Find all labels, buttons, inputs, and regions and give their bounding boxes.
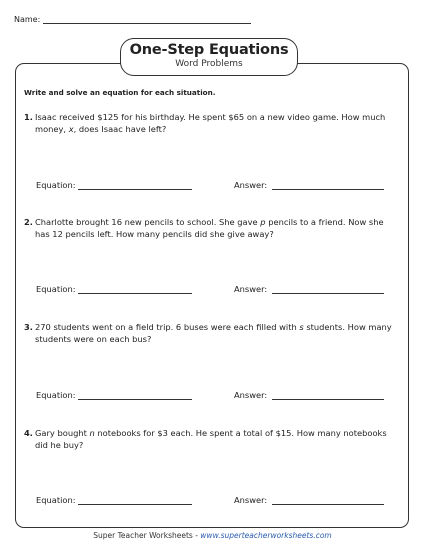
page-title: One-Step Equations (129, 42, 289, 58)
answer-field[interactable] (272, 189, 384, 190)
problem-2 (24, 216, 396, 240)
problem-text: Charlotte brought 16 new pencils to school. She gave p pencils to a friend. Now she has 12 pencils left. How many pencils did she give away? (35, 217, 384, 239)
answer-field[interactable] (272, 504, 384, 505)
page-subtitle: Word Problems (175, 59, 243, 69)
equation-label: Equation: (36, 284, 76, 294)
problem-4 (24, 427, 396, 451)
equation-label: Equation: (36, 390, 76, 400)
footer-brand: Super Teacher Worksheets (93, 531, 193, 540)
problem-text: Isaac received $125 for his birthday. He spent $65 on a new video game. How much money, x, does Isaac have left? (35, 112, 386, 134)
equation-label: Equation: (36, 495, 76, 505)
footer (0, 531, 425, 540)
answer-label: Answer: (234, 180, 268, 190)
name-row (14, 14, 251, 24)
problem-3 (24, 321, 396, 345)
problem-1 (24, 111, 396, 135)
answer-label: Answer: (234, 284, 268, 294)
equation-field[interactable] (78, 293, 192, 294)
answer-field[interactable] (272, 293, 384, 294)
problem-text: Gary bought n notebooks for $3 each. He spent a total of $15. How many notebooks did he buy? (35, 428, 387, 450)
answer-label: Answer: (234, 390, 268, 400)
equation-field[interactable] (78, 189, 192, 190)
footer-separator: - (192, 531, 201, 540)
instructions: Write and solve an equation for each situation. (24, 88, 216, 97)
problem-number: 1. (24, 112, 33, 122)
title-box (120, 38, 298, 76)
problem-number: 2. (24, 217, 33, 227)
equation-field[interactable] (78, 504, 192, 505)
equation-label: Equation: (36, 180, 76, 190)
problem-number: 3. (24, 322, 33, 332)
name-field[interactable] (43, 14, 251, 24)
equation-field[interactable] (78, 399, 192, 400)
problem-number: 4. (24, 428, 33, 438)
answer-label: Answer: (234, 495, 268, 505)
footer-url-link[interactable]: www.superteacherworksheets.com (200, 531, 332, 540)
answer-field[interactable] (272, 399, 384, 400)
problem-text: 270 students went on a field trip. 6 buses were each filled with s students. How many students were on each bus? (35, 322, 392, 344)
name-label: Name: (14, 15, 41, 24)
